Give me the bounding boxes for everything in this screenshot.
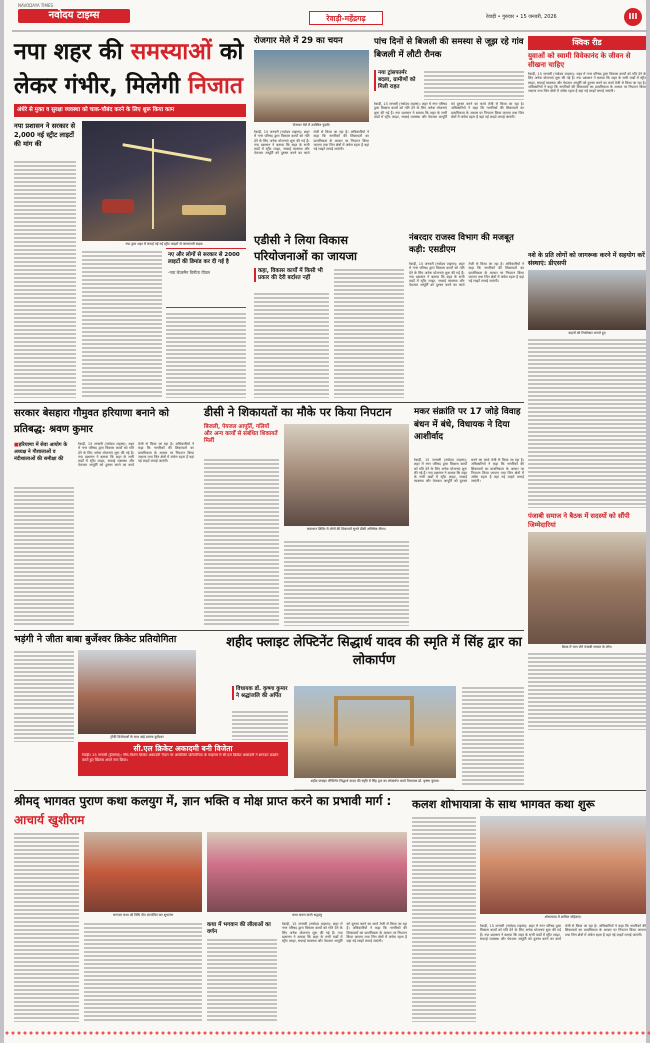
dateline: रेवाड़ी • गुरुवार • 15 जनवरी, 2026 <box>486 14 557 20</box>
quick-read-label: क्विक रीड <box>528 36 646 50</box>
edge-decoration <box>4 1030 650 1036</box>
kalash-body: रेवाड़ी, 15 जनवरी (नवोदय टाइम्स): शहर में नगर परिषद द्वारा विकास कार्यों को गति देने के लिए अनेक योजनाएं शुरू की गई हैं। नपा प्रशासन ने बताया कि शहर के सभी वार्डों में स्ट्रीट लाइट, सफाई व्यवस्था और पेयजल आपूर्ति को दुरुस्त करने का कार्य तेजी से किया जा रहा है। अधिकारियों ने कहा कि नागरिकों की शिकायतों का प्राथमिकता के आधार पर निपटान किया जाएगा तथा जिन क्षेत्रों में अंधेरा रहता है वहां नई लाइटें लगाई जाएंगी। <box>480 924 646 941</box>
lead-headline-a: नपा शहर की <box>14 39 131 65</box>
rojgar-body: रेवाड़ी, 15 जनवरी (नवोदय टाइम्स): शहर में नगर परिषद द्वारा विकास कार्यों को गति देने के लिए अनेक योजनाएं शुरू की गई हैं। नपा प्रशासन ने बताया कि शहर के सभी वार्डों में स्ट्रीट लाइट, सफाई व्यवस्था और पेयजल आपूर्ति को दुरुस्त करने का कार्य तेजी से किया जा रहा है। अधिकारियों ने कहा कि नागरिकों की शिकायतों का प्राथमिकता के आधार पर निपटान किया जाएगा तथा जिन क्षेत्रों में अंधेरा रहता है वहां नई लाइटें लगाई जाएंगी। <box>254 130 369 156</box>
bijli-col-text <box>424 70 524 100</box>
bhagwat-headline-a: श्रीमद् भागवत पुराण कथा कलयुग में, ज्ञान भक्ति व मोक्ष प्राप्त करने का प्रभावी मार्ग : <box>14 794 392 808</box>
bijli-sub: नया ट्रांसफार्मर बदला, ग्रामीणों को मिली राहत <box>374 70 419 91</box>
shaheed-col-1 <box>232 710 288 740</box>
sarkar-bullet: ■ हरियाणा में सेवा आयोग के अध्यक्ष ने गौशालाओं व नंदीशालाओं की समीक्षा की <box>14 442 74 463</box>
punjabi-photo <box>528 532 646 644</box>
lead-photo-caption: नपा द्वारा शहर में लगाई गई नई स्ट्रीट लाइटों से जगमगाती सड़क <box>125 242 203 246</box>
lead-headline-d: निजात <box>188 73 243 99</box>
lead-strap: अंधेरे से मुक्त व सुरक्षा व्यवस्था को चाक-चौबंद करने के लिए शुरू किया काम <box>14 104 246 117</box>
punjabi-headline: पंजाबी समाज ने बैठक में सदस्यों को सौंपी जिम्मेदारियां <box>528 512 630 529</box>
lead-headline <box>14 35 244 105</box>
cricket-band <box>78 742 288 776</box>
quick-text-2 <box>528 338 646 508</box>
adc-col-1 <box>254 292 329 398</box>
lead-pull-quote <box>166 248 246 308</box>
kalash-photo <box>480 816 646 914</box>
nambardar-headline: नंबरदार राजस्व विभाग की मजबूत कड़ी: एसडीएम <box>409 233 514 255</box>
quick-photo-caption: वाहनों को रिफ्लेक्टर लगाते हुए <box>568 331 606 335</box>
edition-name: रेवाड़ी-महेंद्रगढ़ <box>309 11 383 25</box>
rojgar-photo-caption: रोजगार मेले में उपस्थित युवती। <box>292 123 331 127</box>
kalash-col-1 <box>412 816 476 1022</box>
adc-col-2 <box>334 268 404 398</box>
bhagwat-col-2 <box>84 922 202 1022</box>
adc-sub: कहा, विकास कार्यों में किसी भी प्रकार की देरी बर्दाश्त नहीं <box>254 268 329 282</box>
cricket-photo <box>78 650 196 734</box>
makar-body: रेवाड़ी, 15 जनवरी (नवोदय टाइम्स): शहर में नगर परिषद द्वारा विकास कार्यों को गति देने के लिए अनेक योजनाएं शुरू की गई हैं। नपा प्रशासन ने बताया कि शहर के सभी वार्डों में स्ट्रीट लाइट, सफाई व्यवस्था और पेयजल आपूर्ति को दुरुस्त करने का कार्य तेजी से किया जा रहा है। अधिकारियों ने कहा कि नागरिकों की शिकायतों का प्राथमिकता के आधार पर निपटान किया जाएगा तथा जिन क्षेत्रों में अंधेरा रहता है वहां नई लाइटें लगाई जाएंगी। <box>414 458 524 484</box>
bijli-headline: पांच दिनों से बिजली की समस्या से जूझ रहे गांव बिजली में लौटी रौनक <box>374 37 524 60</box>
dc-col-1 <box>204 458 279 626</box>
cricket-col-2 <box>14 712 74 742</box>
lead-col-1-text <box>14 160 76 398</box>
punjabi-photo-caption: बैठक में भाग लेते पंजाबी समाज के लोग। <box>561 645 613 649</box>
bhagwat-body: रेवाड़ी, 15 जनवरी (नवोदय टाइम्स): शहर में नगर परिषद द्वारा विकास कार्यों को गति देने के लिए अनेक योजनाएं शुरू की गई हैं। नपा प्रशासन ने बताया कि शहर के सभी वार्डों में स्ट्रीट लाइट, सफाई व्यवस्था और पेयजल आपूर्ति को दुरुस्त करने का कार्य तेजी से किया जा रहा है। अधिकारियों ने कहा कि नागरिकों की शिकायतों का प्राथमिकता के आधार पर निपटान किया जाएगा तथा जिन क्षेत्रों में अंधेरा रहता है वहां नई लाइटें लगाई जाएंगी। <box>282 922 407 944</box>
dc-photo <box>284 424 409 526</box>
bhagwat-headline-b: आचार्य खुशीराम <box>14 813 85 827</box>
sarkar-col-1 <box>14 486 74 626</box>
bhagwat-photo-left <box>84 832 202 912</box>
lead-quote-byline: -नपा चेयरमैन विनीता पीपल <box>168 270 210 275</box>
quick-read-body: रेवाड़ी, 15 जनवरी (नवोदय टाइम्स): शहर में नगर परिषद द्वारा विकास कार्यों को गति देने के लिए अनेक योजनाएं शुरू की गई हैं। नपा प्रशासन ने बताया कि शहर के सभी वार्डों में स्ट्रीट लाइट, सफाई व्यवस्था और पेयजल आपूर्ति को दुरुस्त करने का कार्य तेजी से किया जा रहा है। अधिकारियों ने कहा कि नागरिकों की शिकायतों का प्राथमिकता के आधार पर निपटान किया जाएगा तथा जिन क्षेत्रों में अंधेरा रहता है वहां नई लाइटें लगाई जाएंगी। <box>528 72 646 94</box>
lead-side-head: नपा प्रशासन ने सरकार से 2,000 नई स्ट्रीट लाइटों की मांग की <box>14 122 76 148</box>
shaheed-headline: शहीद फ्लाइट लेफ्टिनेंट सिद्धार्थ यादव की स्मृति में सिंह द्वार का लोकार्पण <box>226 635 522 668</box>
kalash-headline: कलश शोभायात्रा के साथ भागवत कथा शुरू <box>412 797 595 811</box>
bijli-body: रेवाड़ी, 15 जनवरी (नवोदय टाइम्स): शहर में नगर परिषद द्वारा विकास कार्यों को गति देने के लिए अनेक योजनाएं शुरू की गई हैं। नपा प्रशासन ने बताया कि शहर के सभी वार्डों में स्ट्रीट लाइट, सफाई व्यवस्था और पेयजल आपूर्ति को दुरुस्त करने का कार्य तेजी से किया जा रहा है। अधिकारियों ने कहा कि नागरिकों की शिकायतों का प्राथमिकता के आधार पर निपटान किया जाएगा तथा जिन क्षेत्रों में अंधेरा रहता है वहां नई लाइटें लगाई जाएंगी। <box>374 102 524 119</box>
rojgar-photo <box>254 50 369 122</box>
rojgar-headline: रोजगार मेले में 29 का चयन <box>254 36 343 46</box>
cricket-col-1 <box>14 650 74 710</box>
bhagwat-caption-mid: कथा श्रवण करते श्रद्धालु <box>292 913 322 917</box>
adc-headline: एडीसी ने लिया विकास परियोजनाओं का जायजा <box>254 233 358 263</box>
shaheed-col-2 <box>462 686 524 786</box>
cricket-photo-caption: ट्रॉफी विजेताओं के साथ खड़े बाल्ला बुर्जेश्वर <box>110 735 164 739</box>
lead-headline-b: समस्याओं <box>130 39 212 65</box>
lead-quote-text: नए और लोगों से सरकार से 2000 लाइटों की डिमांड कर दी गई है <box>168 252 240 265</box>
shaheed-photo <box>294 686 456 778</box>
bhagwat-col-3 <box>207 938 277 1022</box>
cricket-headline: भड़ंगी ने जीता बाबा बुर्जेश्वर क्रिकेट प्रतियोगिता <box>14 634 177 645</box>
lead-photo <box>82 121 246 241</box>
masthead <box>12 2 648 32</box>
shaheed-photo-caption: शहीद फ्लाइट लेफ्टिनेंट सिद्धार्थ यादव की स्मृति में सिंह द्वार का लोकार्पण करते विधायक डॉ. कृष्णा कुमार। <box>310 779 440 783</box>
cricket-band-head: सी.एल क्रिकेट अकादमी बनी विजेता <box>133 744 233 753</box>
bhagwat-sub: कथा में भगवान की लीलाओं का वर्णन <box>207 922 271 935</box>
makar-headline: मकर संक्रांति पर 17 जोड़े विवाह बंधन में बंधे, विधायक ने दिया आशीर्वाद <box>414 407 521 442</box>
bhagwat-caption-left: भागवत कथा को विधि दीप प्रज्वलित कर शुभारंभ <box>112 913 174 917</box>
dc-photo-caption: समाधान शिविर में लोगों की शिकायतें सुनते डीसी अभिषेक मीणा। <box>306 527 387 531</box>
nambardar-body: रेवाड़ी, 15 जनवरी (नवोदय टाइम्स): शहर में नगर परिषद द्वारा विकास कार्यों को गति देने के लिए अनेक योजनाएं शुरू की गई हैं। नपा प्रशासन ने बताया कि शहर के सभी वार्डों में स्ट्रीट लाइट, सफाई व्यवस्था और पेयजल आपूर्ति को दुरुस्त करने का कार्य तेजी से किया जा रहा है। अधिकारियों ने कहा कि नागरिकों की शिकायतों का प्राथमिकता के आधार पर निपटान किया जाएगा तथा जिन क्षेत्रों में अंधेरा रहता है वहां नई लाइटें लगाई जाएंगी। <box>409 262 524 288</box>
punjabi-body <box>528 652 646 730</box>
dc-sub: बिजली, पेयजल आपूर्ति, गलियों और अन्य कार्यों से संबंधित शिकायतें मिलीं <box>204 424 278 444</box>
page-number: III <box>624 8 642 26</box>
bhagwat-headline <box>14 792 404 830</box>
sarkar-headline: सरकार बेसहारा गौमुवत हरियाणा बनाने को प्रतिबद्ध: श्रवण कुमार <box>14 408 169 435</box>
lead-col-2-text <box>82 250 162 398</box>
bhagwat-photo-mid <box>207 832 407 912</box>
dc-headline: डीसी ने शिकायतों का मौके पर किया निपटान <box>204 405 392 419</box>
lead-col-3-text <box>166 312 246 398</box>
quick-read-headline: युवाओं को स्वामी विवेकानंद के जीवन से सीखना चाहिए <box>528 52 631 69</box>
bhagwat-col-1 <box>14 832 79 1022</box>
kalash-photo-caption: शोभायात्रा में शामिल महिलाएं। <box>544 915 582 919</box>
shaheed-sub: विधायक डॉ. कृष्णा कुमार ने श्रद्धांजलि की अर्पित <box>232 686 288 700</box>
brand-logo: नवोदय टाइम्स <box>18 9 130 23</box>
quick-photo <box>528 270 646 330</box>
masthead-small-label: NAVODAYA TIMES <box>18 3 54 8</box>
cricket-band-text: रेवाड़ी। 15 जनवरी (हेमराज): गौरा-किरण क्रिकेट अकादमी मैदान पर आयोजित प्रतियोगिता के फाइनल में सी.एल क्रिकेट अकादमी ने शानदार प्रदर्शन करते हुए खिताब अपने नाम किया। <box>82 753 279 762</box>
dc-col-2 <box>284 540 409 626</box>
quick-sub-head: नशे के प्रति लोगों को जागरूक करने में सहयोग करें संस्थाएं: डीएसपी <box>528 252 645 267</box>
sarkar-body: रेवाड़ी, 15 जनवरी (नवोदय टाइम्स): शहर में नगर परिषद द्वारा विकास कार्यों को गति देने के लिए अनेक योजनाएं शुरू की गई हैं। नपा प्रशासन ने बताया कि शहर के सभी वार्डों में स्ट्रीट लाइट, सफाई व्यवस्था और पेयजल आपूर्ति को दुरुस्त करने का कार्य तेजी से किया जा रहा है। अधिकारियों ने कहा कि नागरिकों की शिकायतों का प्राथमिकता के आधार पर निपटान किया जाएगा तथा जिन क्षेत्रों में अंधेरा रहता है वहां नई लाइटें लगाई जाएंगी। <box>78 442 194 468</box>
lead-headline-c: को लेकर गंभीर, मिलेगी <box>14 39 244 99</box>
